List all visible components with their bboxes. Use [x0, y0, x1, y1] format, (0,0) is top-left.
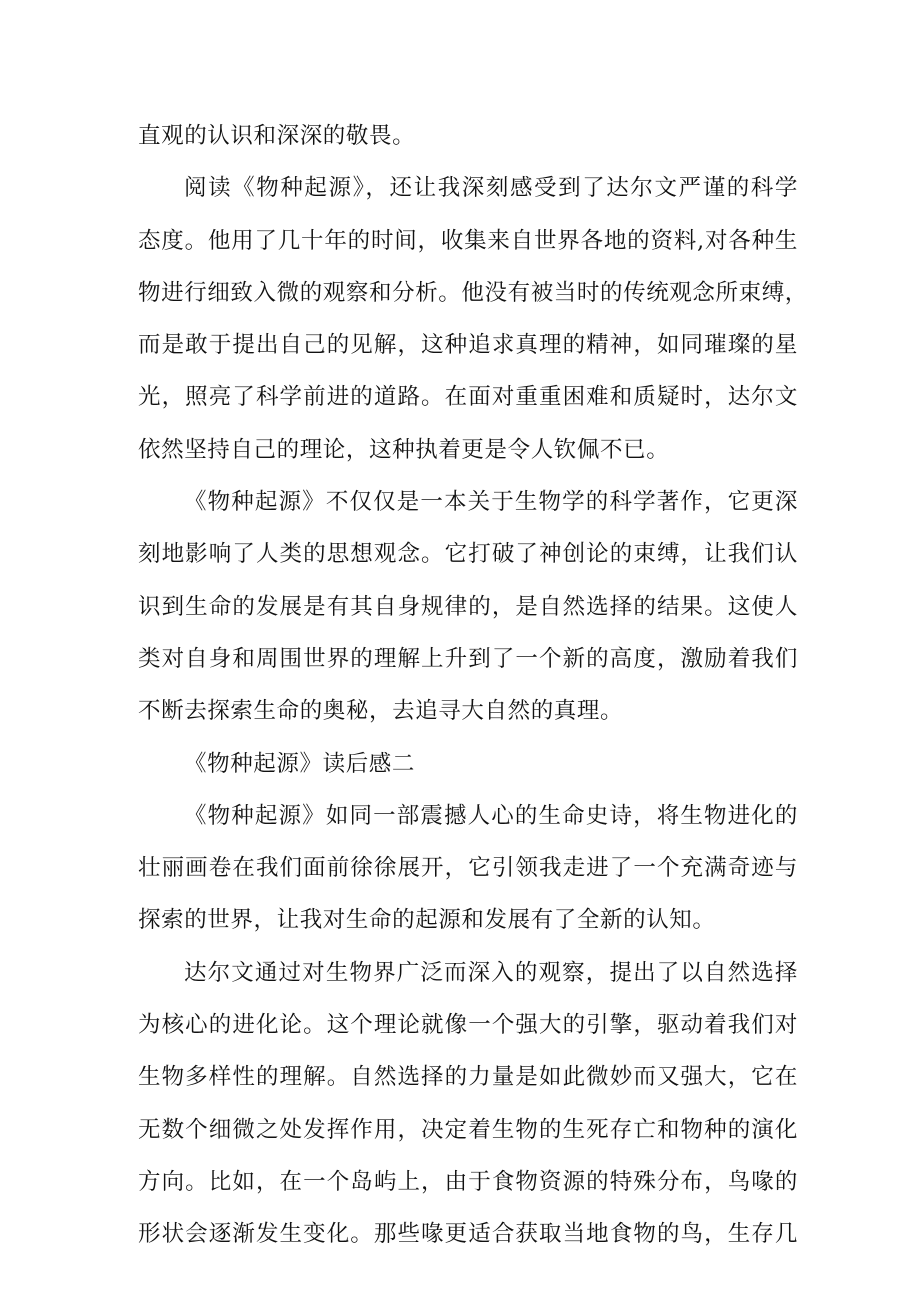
text-line: 阅读《物种起源》，还让我深刻感受到了达尔文严谨的科学 [184, 175, 798, 202]
text-line: 不断去探索生命的奥秘，去追寻大自然的真理。 [138, 698, 624, 725]
text-line: 刻地影响了人类的思想观念。它打破了神创论的束缚，让我们认 [138, 541, 798, 568]
text-line: 达尔文通过对生物界广泛而深入的观察，提出了以自然选择 [184, 959, 798, 986]
text-line: 直观的认识和深深的敬畏。 [138, 123, 416, 149]
text-line: 形状会逐渐发生变化。那些喙更适合获取当地食物的鸟，生存几 [138, 1221, 798, 1248]
section-heading: 《物种起源》读后感二 [184, 750, 416, 777]
text-line: 依然坚持自己的理论，这种执着更是令人钦佩不已。 [138, 436, 670, 463]
document-body [138, 110, 808, 1261]
text-line: 《物种起源》如同一部震撼人心的生命史诗，将生物进化的 [184, 802, 798, 829]
text-line: 探索的世界，让我对生命的起源和发展有了全新的认知。 [138, 907, 716, 934]
text-line: 类对自身和周围世界的理解上升到了一个新的高度，激励着我们 [138, 645, 798, 672]
text-line: 壮丽画卷在我们面前徐徐展开，它引领我走进了一个充满奇迹与 [138, 855, 798, 882]
text-line: 光，照亮了科学前进的道路。在面对重重困难和质疑时，达尔文 [138, 384, 798, 411]
text-line: 物进行细致入微的观察和分析。他没有被当时的传统观念所束缚， [138, 279, 808, 306]
text-line: 为核心的进化论。这个理论就像一个强大的引擎，驱动着我们对 [138, 1012, 798, 1039]
text-line: 无数个细微之处发挥作用，决定着生物的生死存亡和物种的演化 [138, 1116, 798, 1143]
text-line: 方向。比如，在一个岛屿上，由于食物资源的特殊分布，鸟喙的 [138, 1168, 798, 1195]
text-line: 《物种起源》不仅仅是一本关于生物学的科学著作，它更深 [184, 489, 798, 516]
text-line: 生物多样性的理解。自然选择的力量是如此微妙而又强大，它在 [138, 1064, 798, 1091]
text-line: 态度。他用了几十年的时间，收集来自世界各地的资料,对各种生 [138, 227, 798, 254]
text-line: 识到生命的发展是有其自身规律的，是自然选择的结果。这使人 [138, 593, 798, 620]
text-line: 而是敢于提出自己的见解，这种追求真理的精神，如同璀璨的星 [138, 332, 798, 359]
